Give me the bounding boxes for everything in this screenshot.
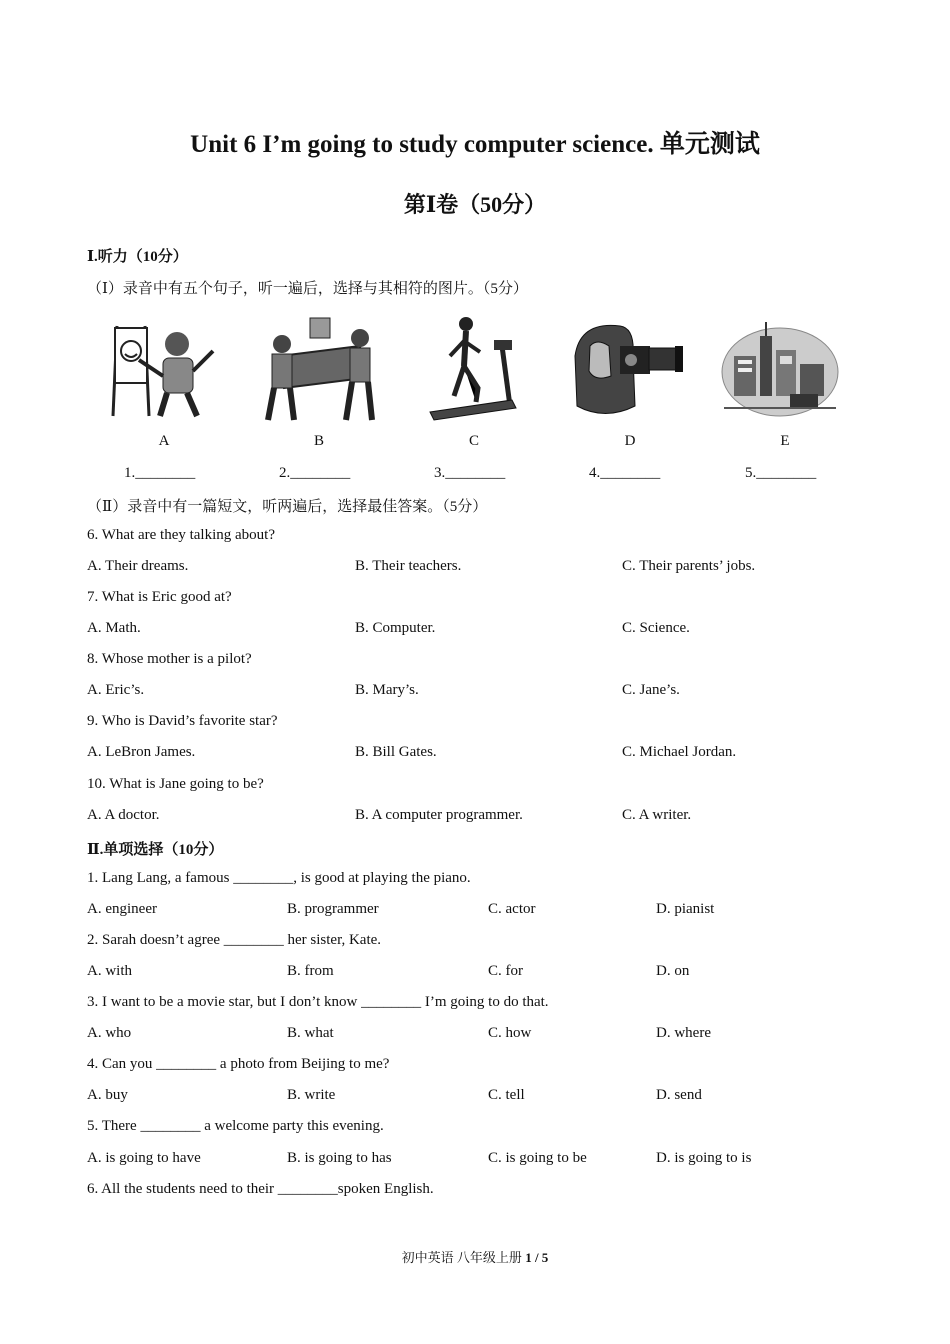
option-a[interactable]: A. with: [87, 963, 132, 979]
question-text: 8. Whose mother is a pilot?: [87, 651, 252, 667]
option-c[interactable]: C. Michael Jordan.: [622, 744, 737, 760]
option-c[interactable]: C. tell: [488, 1087, 525, 1103]
option-c[interactable]: C. actor: [488, 901, 536, 917]
question-text: 1. Lang Lang, a famous ________, is good at playing the piano.: [87, 870, 471, 886]
question-text: 3. I want to be a movie star, but I don’t know ________ I’m going to do that.: [87, 994, 549, 1010]
question-text: 6. All the students need to their ________spoken English.: [87, 1181, 434, 1197]
picture-label: E: [780, 433, 790, 449]
part2-instruction: （Ⅱ）录音中有一篇短文，听两遍后，选择最佳答案。（5分）: [87, 499, 488, 515]
option-a[interactable]: A. Eric’s.: [87, 682, 145, 698]
men-carrying-sofa-icon: [260, 316, 380, 426]
question-text: 10. What is Jane going to be?: [87, 776, 264, 792]
man-on-treadmill-icon: [420, 316, 540, 426]
option-a[interactable]: A. who: [87, 1025, 132, 1041]
picture-label: D: [624, 433, 636, 449]
volume-title: 第Ⅰ卷（50分）: [403, 192, 547, 217]
option-c[interactable]: C. for: [488, 963, 523, 979]
part1-instruction: （Ⅰ）录音中有五个句子，听一遍后，选择与其相符的图片。（5分）: [87, 281, 528, 297]
option-d[interactable]: D. pianist: [656, 901, 715, 917]
section-heading-choice: Ⅱ.单项选择（10分）: [87, 842, 224, 858]
option-d[interactable]: D. is going to is: [656, 1150, 752, 1166]
question-text: 9. Who is David’s favorite star?: [87, 713, 278, 729]
option-a[interactable]: A. engineer: [87, 901, 157, 917]
picture-label: B: [313, 433, 324, 449]
option-a[interactable]: A. is going to have: [87, 1150, 201, 1166]
option-c[interactable]: C. Jane’s.: [622, 682, 680, 698]
option-b[interactable]: B. A computer programmer.: [355, 807, 523, 823]
option-a[interactable]: A. A doctor.: [87, 807, 160, 823]
option-d[interactable]: D. on: [656, 963, 690, 979]
man-painting-easel-icon: [105, 316, 225, 426]
option-b[interactable]: B. write: [287, 1087, 336, 1103]
option-b[interactable]: B. is going to has: [287, 1150, 392, 1166]
option-d[interactable]: D. send: [656, 1087, 702, 1103]
option-c[interactable]: C. Their parents’ jobs.: [622, 558, 756, 574]
option-a[interactable]: A. Their dreams.: [87, 558, 189, 574]
question-text: 4. Can you ________ a photo from Beijing to me?: [87, 1056, 390, 1072]
picture-label: C: [468, 433, 479, 449]
page-number: 1 / 5: [525, 1250, 549, 1265]
option-d[interactable]: D. where: [656, 1025, 711, 1041]
question-text: 6. What are they talking about?: [87, 527, 275, 543]
option-a[interactable]: A. Math.: [87, 620, 141, 636]
option-c[interactable]: C. A writer.: [622, 807, 692, 823]
page-footer: [0, 1247, 950, 1266]
answer-blank[interactable]: 3.________: [434, 465, 506, 481]
footer-text: 初中英语 八年级上册: [401, 1250, 526, 1265]
option-b[interactable]: B. programmer: [287, 901, 379, 917]
option-b[interactable]: B. Their teachers.: [355, 558, 462, 574]
option-b[interactable]: B. Computer.: [355, 620, 436, 636]
city-skyline-icon: [720, 316, 840, 426]
option-b[interactable]: B. from: [287, 963, 334, 979]
option-b[interactable]: B. what: [287, 1025, 334, 1041]
answer-blank[interactable]: 4.________: [589, 465, 661, 481]
answer-blank[interactable]: 1.________: [124, 465, 196, 481]
option-a[interactable]: A. buy: [87, 1087, 128, 1103]
picture-label: A: [158, 433, 170, 449]
page-title: Unit 6 I’m going to study computer science. 单元测试: [190, 131, 760, 158]
option-c[interactable]: C. how: [488, 1025, 532, 1041]
question-text: 2. Sarah doesn’t agree ________ her sister, Kate.: [87, 932, 382, 948]
option-a[interactable]: A. LeBron James.: [87, 744, 196, 760]
question-text: 5. There ________ a welcome party this evening.: [87, 1118, 384, 1134]
photographer-camera-icon: [565, 316, 685, 426]
option-c[interactable]: C. Science.: [622, 620, 690, 636]
option-b[interactable]: B. Bill Gates.: [355, 744, 437, 760]
section-heading-listening: Ⅰ.听力（10分）: [87, 249, 188, 265]
answer-blank[interactable]: 2.________: [279, 465, 351, 481]
option-c[interactable]: C. is going to be: [488, 1150, 587, 1166]
question-text: 7. What is Eric good at?: [87, 589, 232, 605]
option-b[interactable]: B. Mary’s.: [355, 682, 419, 698]
answer-blank[interactable]: 5.________: [745, 465, 817, 481]
